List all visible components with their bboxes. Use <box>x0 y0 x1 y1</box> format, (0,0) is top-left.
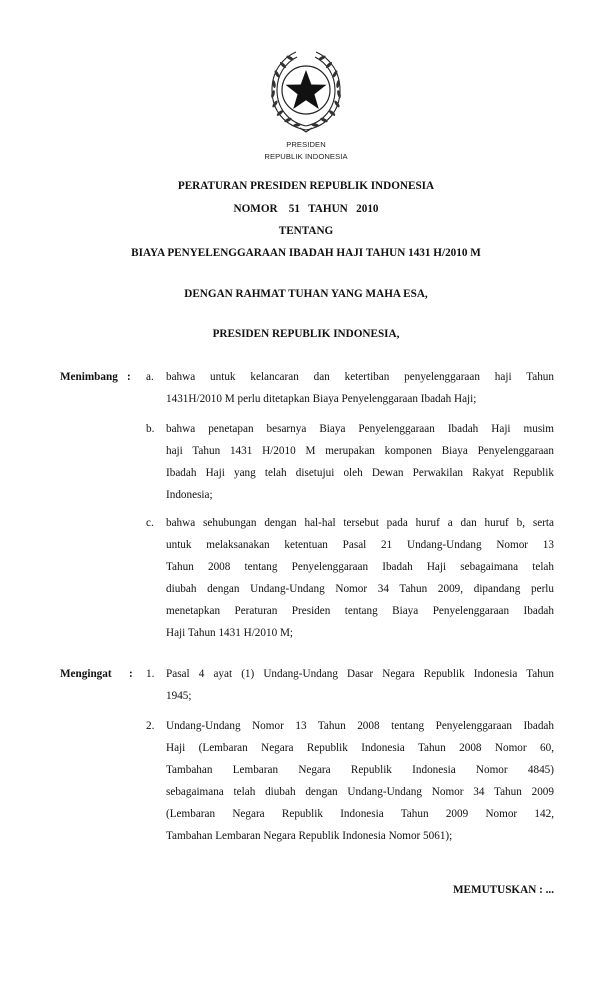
item-line: untuk melaksanakan ketentuan Pasal 21 Undang-Undang Nomor 13 <box>166 539 554 551</box>
mengingat-item-2 <box>146 715 554 847</box>
menimbang-label-text: Menimbang <box>60 371 118 383</box>
item-line: Undang-Undang Nomor 13 Tahun 2008 tentang Penyelenggaraan Ibadah <box>166 720 554 732</box>
emblem-caption-presiden: PRESIDEN <box>286 140 326 149</box>
menimbang-label <box>60 371 118 383</box>
item-marker: 1. <box>146 668 155 680</box>
mengingat-label <box>60 668 112 680</box>
item-line: Ibadah Haji yang telah disetujui oleh Dewan Perwakilan Rakyat Republik <box>166 467 554 479</box>
item-line: sebagaimana telah diubah dengan Undang-Undang Nomor 34 Tahun 2009 <box>166 786 554 798</box>
item-text <box>166 366 554 410</box>
item-marker: a. <box>146 371 154 383</box>
item-line: haji Tahun 1431 H/2010 M merupakan komponen Biaya Penyelenggaraan <box>166 445 554 457</box>
item-line: bahwa sehubungan dengan hal-hal tersebut pada huruf a dan huruf b, serta <box>166 517 554 529</box>
document-title: PERATURAN PRESIDEN REPUBLIK INDONESIA <box>177 180 435 192</box>
menimbang-colon: : <box>127 371 131 383</box>
memutuskan-continuation: MEMUTUSKAN : ... <box>453 884 554 896</box>
item-line: Tambahan Lembaran Negara Republik Indonesia Nomor 5061); <box>166 830 453 842</box>
item-marker: c. <box>146 517 154 529</box>
document-number: NOMOR 51 TAHUN 2010 <box>233 203 379 215</box>
menimbang-item-a <box>146 366 554 410</box>
item-marker: b. <box>146 423 155 435</box>
item-line: Tahun 2008 tentang Penyelenggaraan Ibadah Haji sebagaimana telah <box>166 561 554 573</box>
item-line: 1945; <box>166 690 192 702</box>
item-text <box>166 663 554 707</box>
item-text <box>166 715 554 847</box>
preamble-rahmat: DENGAN RAHMAT TUHAN YANG MAHA ESA, <box>184 288 428 300</box>
item-marker: 2. <box>146 720 155 732</box>
menimbang-item-c <box>146 512 554 644</box>
item-text <box>166 512 554 644</box>
preamble-presiden: PRESIDEN REPUBLIK INDONESIA, <box>212 328 400 340</box>
item-line: Tambahan Lembaran Negara Republik Indonesia Nomor 4845) <box>166 764 554 776</box>
item-line: diubah dengan Undang-Undang Nomor 34 Tahun 2009, dipandang perlu <box>166 583 554 595</box>
item-line: Pasal 4 ayat (1) Undang-Undang Dasar Negara Republik Indonesia Tahun <box>166 668 554 680</box>
item-line: bahwa penetapan besarnya Biaya Penyelenggaraan Ibadah Haji musim <box>166 423 554 435</box>
item-line: 1431H/2010 M perlu ditetapkan Biaya Penyelenggaraan Ibadah Haji; <box>166 393 477 405</box>
item-line: menetapkan Peraturan Presiden tentang Biaya Penyelenggaraan Ibadah <box>166 605 554 617</box>
mengingat-item-1 <box>146 663 554 707</box>
item-line: (Lembaran Negara Republik Indonesia Tahun 2009 Nomor 142, <box>166 808 554 820</box>
item-line: Haji (Lembaran Negara Republik Indonesia Tahun 2008 Nomor 60, <box>166 742 554 754</box>
document-subject: BIAYA PENYELENGGARAAN IBADAH HAJI TAHUN 1431 H/2010 M <box>131 247 481 259</box>
menimbang-item-b <box>146 418 554 506</box>
item-line: Indonesia; <box>166 489 213 501</box>
item-line: Haji Tahun 1431 H/2010 M; <box>166 627 294 639</box>
mengingat-colon: : <box>129 668 133 680</box>
mengingat-label-text: Mengingat <box>60 668 112 680</box>
item-text <box>166 418 554 506</box>
emblem-caption-republik-indonesia: REPUBLIK INDONESIA <box>264 152 348 161</box>
item-line: bahwa untuk kelancaran dan ketertiban penyelenggaraan haji Tahun <box>166 371 554 383</box>
document-tentang: TENTANG <box>278 225 334 237</box>
presidential-emblem-icon <box>266 44 346 136</box>
